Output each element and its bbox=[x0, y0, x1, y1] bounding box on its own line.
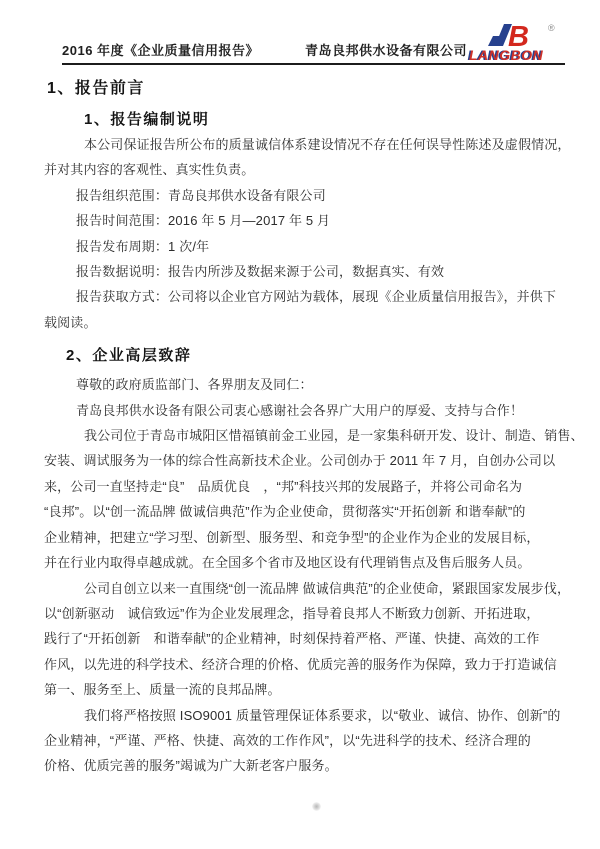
text-line: 价格、优质完善的服务”竭诚为广大新老客户服务。 bbox=[44, 758, 338, 774]
section-2-text bbox=[44, 372, 584, 779]
company-name: 青岛良邦供水设备有限公司 bbox=[304, 43, 467, 58]
text-line: 企业精神，把建立“学习型、创新型、服务型、和竞争型”的企业作为企业的发展目标， bbox=[44, 529, 540, 545]
text-line: 第一、服务至上、质量一流的良邦品牌。 bbox=[44, 682, 281, 698]
text-line: 我公司位于青岛市城阳区惜福镇前金工业园，是一家集科研开发、设计、制造、销售、 bbox=[84, 428, 584, 444]
text-line: 安装、调试服务为一体的综合性高新技术企业。公司创办于 2011 年 7 月，自创办公司以 bbox=[44, 453, 556, 469]
text-line: 报告数据说明：报告内所涉及数据来源于公司，数据真实、有效 bbox=[76, 264, 445, 280]
logo-wordmark: LANGBON bbox=[469, 47, 544, 63]
text-line: 并在行业内取得卓越成就。在全国多个省市及地区设有代理销售点及售后服务人员。 bbox=[44, 555, 531, 571]
text-line: 报告发布周期：1 次/年 bbox=[76, 238, 210, 254]
text-line: 报告获取方式：公司将以企业官方网站为载体，展现《企业质量信用报告》，并供下 bbox=[76, 289, 557, 305]
text-line: 载阅读。 bbox=[44, 314, 97, 330]
section-1-1-text bbox=[44, 132, 571, 335]
section-2-heading: 2、企业高层致辞 bbox=[66, 347, 192, 365]
text-line: 青岛良邦供水设备有限公司衷心感谢社会各界广大用户的厚爱、支持与合作！ bbox=[76, 402, 524, 418]
text-line: 报告时间范围：2016 年 5 月—2017 年 5 月 bbox=[76, 213, 331, 229]
document-body bbox=[0, 79, 600, 779]
scan-artifact-dot bbox=[312, 802, 321, 811]
text-line: 本公司保证报告所公布的质量诚信体系建设情况不存在任何误导性陈述及虚假情况， bbox=[84, 137, 571, 152]
text-line: 作风，以先进的科学技术、经济合理的价格、优质完善的服务作为保障，致力于打造诚信 bbox=[44, 656, 557, 672]
section-1-1-heading: 1、报告编制说明 bbox=[84, 111, 210, 128]
section-1-heading: 1、报告前言 bbox=[47, 80, 145, 97]
text-line: 公司自创立以来一直围绕“创一流品牌 做诚信典范”的企业使命，紧跟国家发展步伐， bbox=[84, 580, 571, 596]
langbon-logo-icon bbox=[484, 22, 544, 49]
text-line: 尊敬的政府质监部门、各界朋友及同仁： bbox=[76, 377, 313, 393]
text-line: 来，公司一直坚持走“良” 品质优良 ，“邦”科技兴邦的发展路子，并将公司命名为 bbox=[44, 478, 523, 494]
svg-text:B: B bbox=[508, 22, 529, 49]
text-line: 报告组织范围：青岛良邦供水设备有限公司 bbox=[76, 187, 326, 203]
registered-trademark-icon: ® bbox=[548, 23, 555, 33]
text-line: 我们将严格按照 ISO9001 质量管理保证体系要求，以“敬业、诚信、协作、创新”的 bbox=[84, 707, 561, 723]
report-title: 2016 年度《企业质量信用报告》 bbox=[62, 43, 260, 58]
text-line: 企业精神，“严谨、严格、快捷、高效的工作作风”，以“先进科学的技术、经济合理的 bbox=[44, 732, 531, 748]
text-line: 以“创新驱动 诚信致远”作为企业发展理念，指导着良邦人不断致力创新、开拓进取， bbox=[44, 605, 540, 621]
text-line: 践行了“开拓创新 和谐奉献”的企业精神，时刻保持着严格、严谨、快捷、高效的工作 bbox=[44, 631, 540, 647]
text-line: 并对其内容的客观性、真实性负责。 bbox=[44, 162, 255, 178]
text-line: “良邦”。以“创一流品牌 做诚信典范”作为企业使命，贯彻落实“开拓创新 和谐奉献”的 bbox=[44, 504, 526, 520]
